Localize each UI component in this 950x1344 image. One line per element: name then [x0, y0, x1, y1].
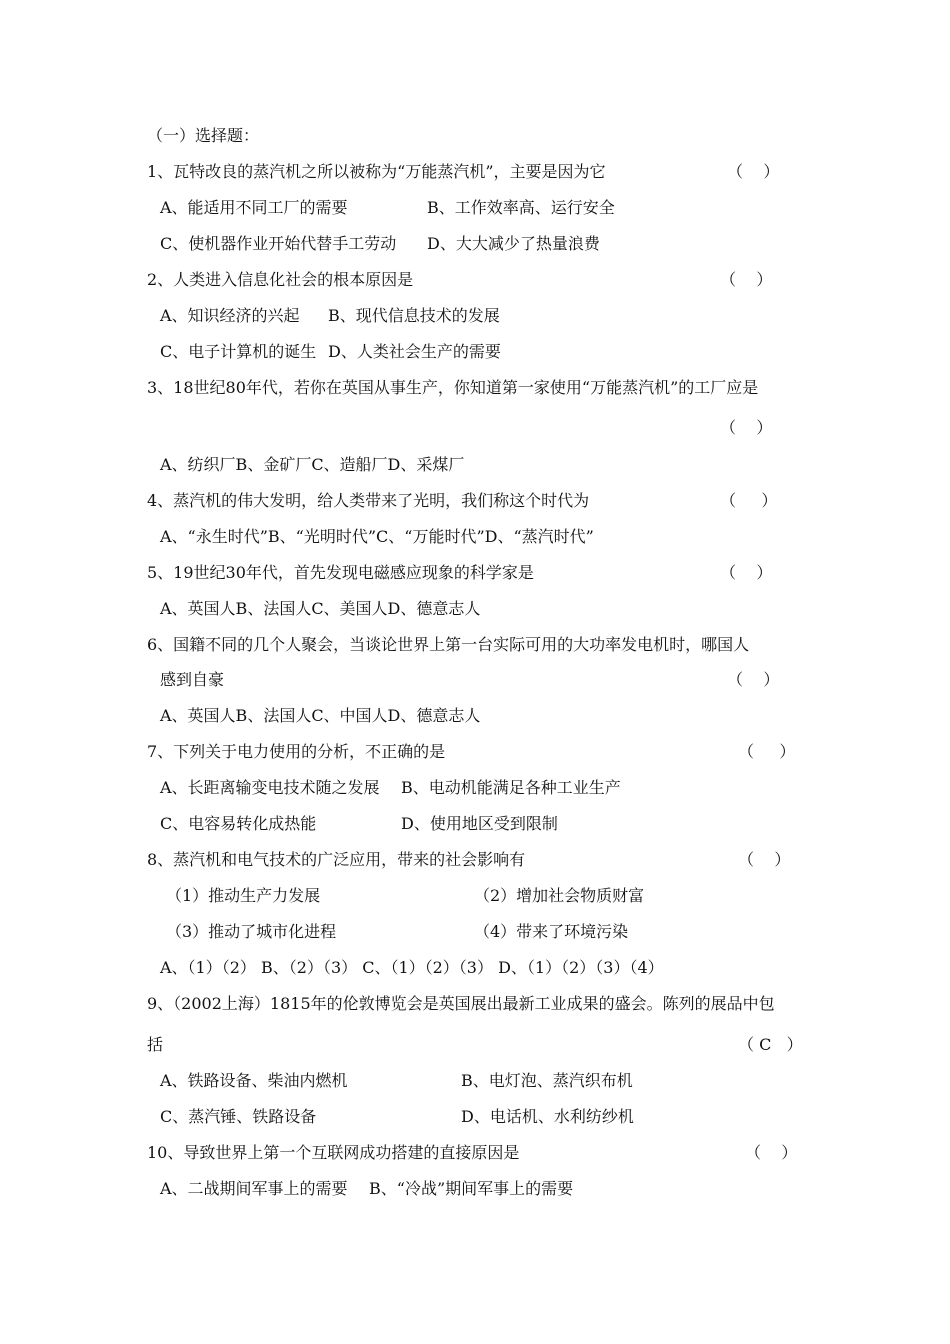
question-7-option-a: A、长距离输变电技术随之发展 — [160, 778, 380, 797]
question-6-stem: 6、国籍不同的几个人聚会，当谈论世界上第一台实际可用的大功率发电机时，哪国人 — [147, 635, 750, 654]
question-10-answer-paren: （ ） — [745, 1143, 798, 1162]
question-6-answer-paren: （ ） — [727, 670, 780, 689]
question-9-option-b: B、电灯泡、蒸汽织布机 — [461, 1071, 633, 1090]
question-3-options: A、纺织厂B、金矿厂C、造船厂D、采煤厂 — [160, 455, 465, 474]
question-9-option-c: C、蒸汽锤、铁路设备 — [160, 1107, 317, 1126]
question-8-answer-paren: （ ） — [738, 850, 791, 869]
question-9-answer-paren: （ C ） — [738, 1035, 803, 1054]
question-10-option-b: B、“冷战”期间军事上的需要 — [369, 1179, 574, 1198]
question-7-option-d: D、使用地区受到限制 — [401, 814, 558, 833]
section-title: （一）选择题： — [147, 126, 260, 145]
question-9-stem: 9、（2002上海）1815年的伦敦博览会是英国展出最新工业成果的盛会。陈列的展品中包 — [147, 994, 775, 1013]
question-8-item-3: （3）推动了城市化进程 — [166, 922, 337, 941]
question-3-stem: 3、18世纪80年代，若你在英国从事生产，你知道第一家使用“万能蒸汽机”的工厂应是 — [147, 378, 759, 397]
question-6-options: A、英国人B、法国人C、中国人D、德意志人 — [160, 706, 481, 725]
question-2-answer-paren: （ ） — [720, 270, 773, 289]
question-2-option-a: A、知识经济的兴起 — [160, 306, 300, 325]
question-8-item-4: （4）带来了环境污染 — [474, 922, 629, 941]
question-7-option-c: C、电容易转化成热能 — [160, 814, 317, 833]
question-1-option-a: A、能适用不同工厂的需要 — [160, 198, 348, 217]
question-9-option-d: D、电话机、水利纺纱机 — [461, 1107, 634, 1126]
question-8-item-2: （2）增加社会物质财富 — [474, 886, 645, 905]
question-2-option-d: D、人类社会生产的需要 — [328, 342, 501, 361]
question-8-item-1: （1）推动生产力发展 — [166, 886, 321, 905]
question-4-options: A、“永生时代”B、“光明时代”C、“万能时代”D、“蒸汽时代” — [160, 527, 594, 546]
question-2-option-b: B、现代信息技术的发展 — [328, 306, 500, 325]
question-4-answer-paren: （ ） — [720, 491, 778, 510]
question-10-option-a: A、二战期间军事上的需要 — [160, 1179, 348, 1198]
question-8-options: A、（1）（2） B、（2）（3） C、（1）（2）（3） D、（1）（2）（3）（4） — [160, 958, 664, 977]
question-2-option-c: C、电子计算机的诞生 — [160, 342, 317, 361]
question-7-option-b: B、电动机能满足各种工业生产 — [401, 778, 621, 797]
question-3-answer-paren: （ ） — [720, 418, 773, 437]
question-7-answer-paren: （ ） — [738, 742, 796, 761]
question-4-stem: 4、蒸汽机的伟大发明，给人类带来了光明，我们称这个时代为 — [147, 491, 590, 510]
question-7-stem: 7、下列关于电力使用的分析，不正确的是 — [147, 742, 446, 761]
question-1-option-d: D、大大减少了热量浪费 — [427, 234, 600, 253]
question-1-stem: 1、瓦特改良的蒸汽机之所以被称为“万能蒸汽机”，主要是因为它 — [147, 162, 606, 181]
question-1-option-c: C、使机器作业开始代替手工劳动 — [160, 234, 397, 253]
question-10-stem: 10、导致世界上第一个互联网成功搭建的直接原因是 — [147, 1143, 520, 1162]
question-6-stem-continued: 感到自豪 — [160, 670, 225, 689]
question-9-option-a: A、铁路设备、柴油内燃机 — [160, 1071, 348, 1090]
question-5-stem: 5、19世纪30年代，首先发现电磁感应现象的科学家是 — [147, 563, 534, 582]
question-8-stem: 8、蒸汽机和电气技术的广泛应用，带来的社会影响有 — [147, 850, 526, 869]
question-9-stem-continued: 括 — [147, 1035, 164, 1054]
question-1-option-b: B、工作效率高、运行安全 — [427, 198, 615, 217]
question-1-answer-paren: （ ） — [727, 162, 780, 181]
question-5-options: A、英国人B、法国人C、美国人D、德意志人 — [160, 599, 481, 618]
question-5-answer-paren: （ ） — [720, 563, 773, 582]
question-2-stem: 2、人类进入信息化社会的根本原因是 — [147, 270, 414, 289]
